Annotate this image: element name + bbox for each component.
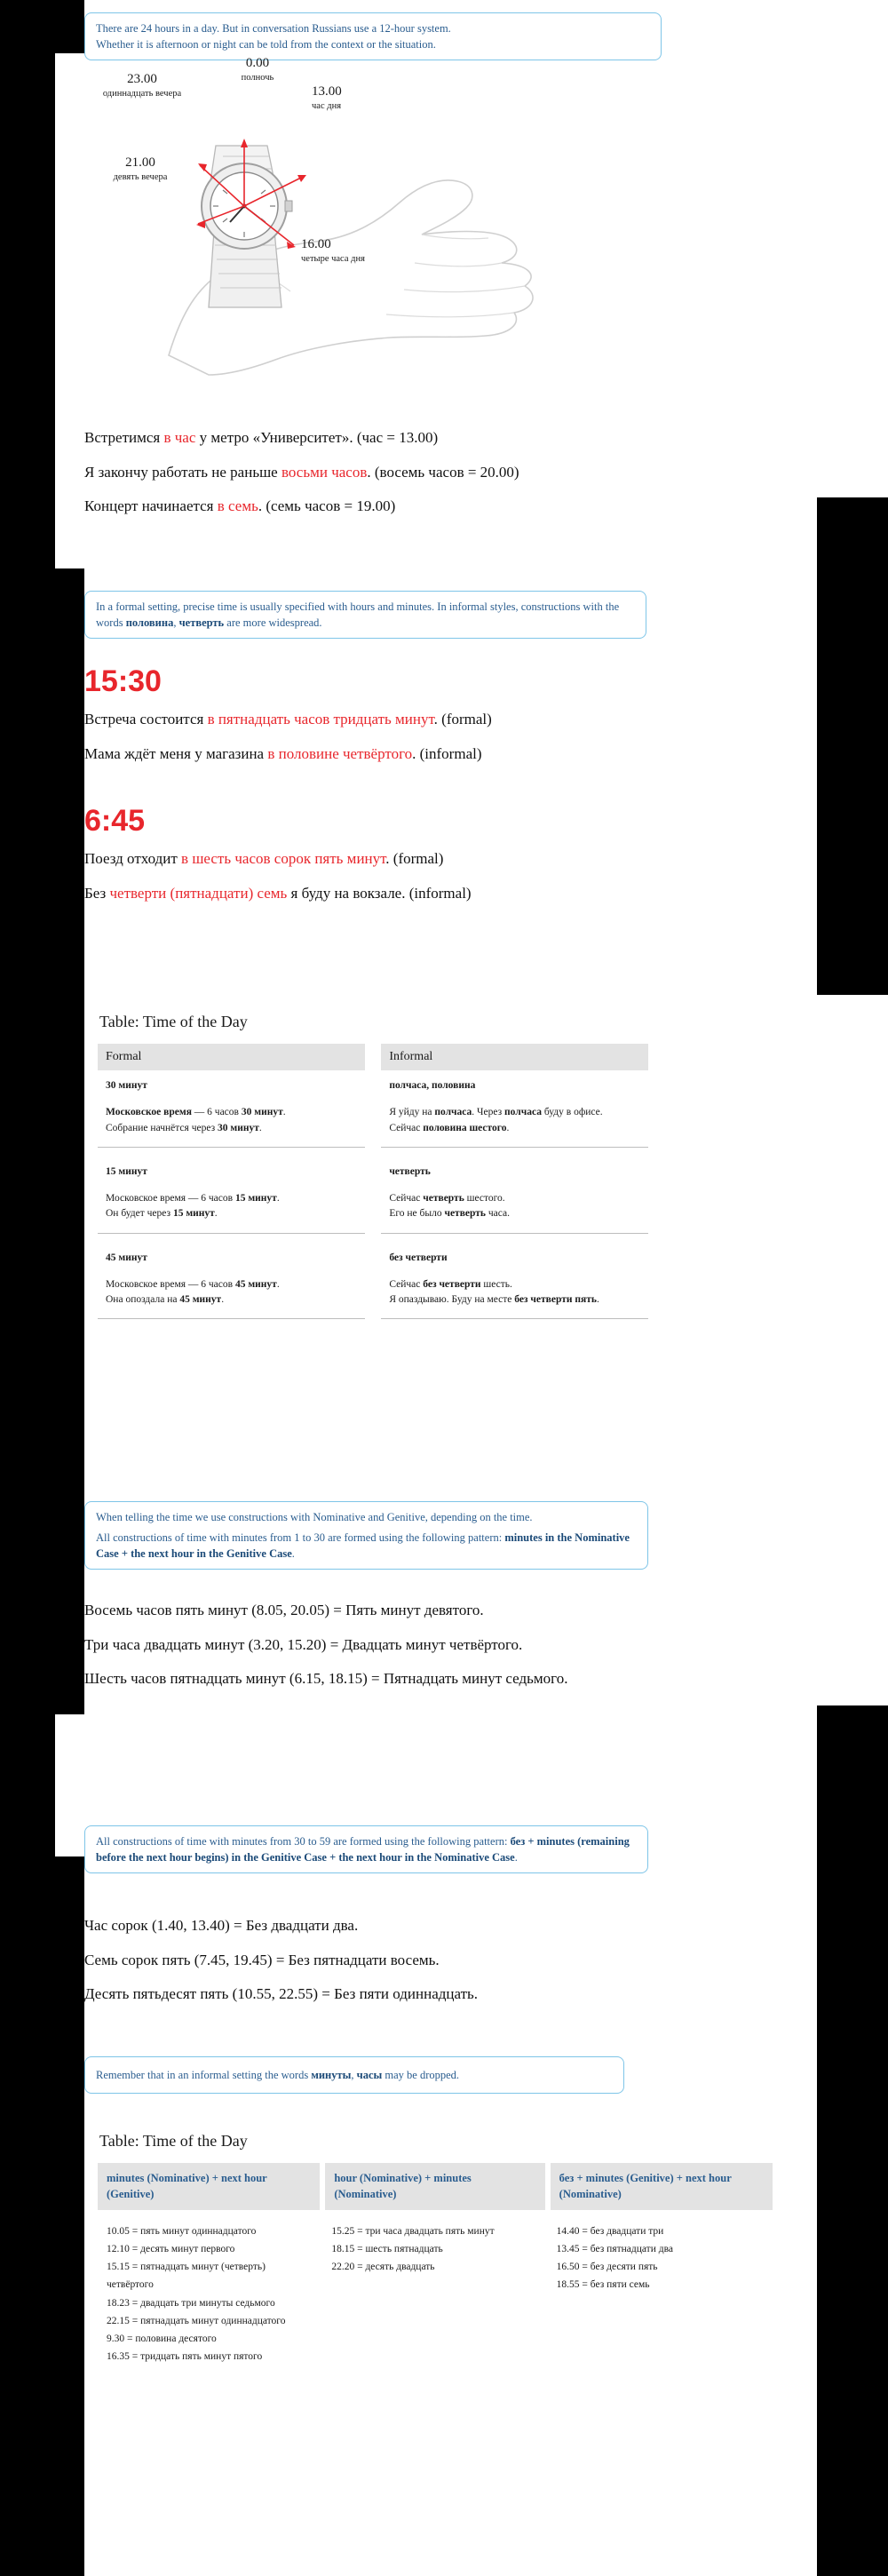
example-post: . (formal) — [385, 850, 444, 867]
list-item: 14.40 = без двадцати три — [556, 2226, 664, 2237]
watch-label-4-desc: четыре часа дня — [301, 253, 365, 264]
watch-label-4-time: 16.00 — [301, 237, 331, 251]
example-sentence — [84, 461, 724, 484]
example-post: . (formal) — [433, 711, 492, 727]
cell-column-2 — [322, 2210, 547, 2378]
formal-example-line: Он будет через 15 минут. — [106, 1208, 218, 1220]
table-header-informal: Informal — [381, 1044, 648, 1070]
example-pre: Мама ждёт меня у магазина — [84, 744, 268, 762]
watch-label-3 — [91, 155, 189, 183]
decorative-block-right-bottom — [817, 1705, 888, 2576]
table-row — [98, 1183, 648, 1233]
callout-line-c: are more widespread. — [224, 616, 322, 630]
callout-drop-post: may be dropped. — [382, 2069, 460, 2081]
watch-label-4 — [301, 236, 425, 265]
informal-example-line: Сейчас половина шестого. — [389, 1122, 510, 1133]
watch-label-3-time: 21.00 — [125, 155, 155, 170]
callout-ng-line1: When telling the time we use constructions with Nominative and Genitive, depending on the time. — [96, 1511, 533, 1523]
list-item: 18.15 = шесть пятнадцать — [331, 2244, 443, 2255]
callout-30-to-59 — [84, 1825, 648, 1873]
cell-informal-examples — [381, 1097, 648, 1147]
cell-gap — [365, 1243, 382, 1269]
cell-informal-examples — [381, 1183, 648, 1233]
table-title: Table: Time of the Day — [99, 2132, 248, 2150]
header-text: minutes (Nominative) + next hour (Genitive) — [107, 2172, 267, 2200]
example-sentence — [84, 708, 724, 731]
callout-24-hours — [84, 12, 662, 60]
cell-formal-examples — [98, 1183, 365, 1233]
callout-formal-informal-text — [96, 599, 635, 631]
table-time-of-day-2 — [98, 2132, 773, 2378]
list-item: 15.25 = три часа двадцать пять минут — [331, 2226, 495, 2237]
example-pre: Я закончу работать не раньше — [84, 463, 281, 481]
watch-label-0 — [218, 55, 297, 83]
cell-informal-lead: без четверти — [389, 1252, 448, 1263]
formal-example-line: Московское время — 6 часов 15 минут. — [106, 1193, 280, 1204]
example-sentence — [84, 426, 724, 449]
watch-svg — [84, 89, 653, 382]
cell-formal-lead: 30 минут — [106, 1080, 147, 1091]
callout-bold-polovina: половина — [125, 616, 174, 630]
list-item: 18.55 = без пяти семь — [556, 2279, 650, 2291]
list-item: 10.05 = пять минут одиннадцатого — [107, 2226, 257, 2237]
informal-example-line: Я уйду на полчаса. Через полчаса буду в офисе. — [389, 1107, 603, 1118]
watch-label-2-desc: час дня — [312, 100, 342, 111]
cell-informal-examples — [381, 1269, 648, 1319]
informal-example-line: Сейчас четверть шестого. — [389, 1193, 505, 1204]
table-row — [98, 1243, 648, 1269]
callout-drop-words — [84, 2056, 624, 2094]
example-post: . (восемь часов = 20.00) — [367, 463, 519, 481]
list-item: 9.30 = половина десятого — [107, 2333, 217, 2344]
table-row — [98, 1070, 648, 1097]
formal-informal-table — [98, 1044, 648, 1319]
cell-gap — [365, 1269, 382, 1319]
callout-ng-pre: All constructions of time with minutes from 1 to 30 are formed using the following pattern: — [96, 1531, 505, 1545]
callout-drop-text — [96, 2067, 613, 2083]
callout-3059-post: . — [514, 1851, 518, 1864]
example-post: . (informal) — [412, 744, 482, 762]
table-header-row — [98, 2163, 773, 2210]
example-sentence — [84, 847, 724, 871]
list-item: 12.10 = десять минут первого — [107, 2244, 235, 2255]
callout-drop-sep: , — [351, 2069, 357, 2081]
cell-formal-examples — [98, 1269, 365, 1319]
callout-nominative-genitive — [84, 1501, 648, 1570]
big-time-value: 15:30 — [84, 664, 162, 698]
example-pre: Поезд отходит — [84, 850, 182, 867]
informal-example-line: Его не было четверть часа. — [389, 1208, 510, 1220]
decorative-block-left-upper — [0, 53, 55, 568]
table-header-formal: Formal — [98, 1044, 365, 1070]
watch-label-1-desc: одиннадцать вечера — [102, 88, 182, 99]
example-highlight: в шесть часов сорок пять минут — [181, 850, 386, 867]
watch-label-2-time: 13.00 — [312, 84, 342, 99]
row-spacer — [98, 1147, 648, 1157]
cell-formal-lead: 45 минут — [106, 1252, 147, 1263]
cell-column-1 — [98, 2210, 322, 2378]
decorative-block-left-bottom — [0, 1856, 84, 2576]
formal-example-line: Она опоздала на 45 минут. — [106, 1294, 225, 1305]
example-highlight: в половине четвёртого — [267, 744, 413, 762]
watch-label-0-desc: полночь — [241, 72, 274, 83]
callout-line-a: In a formal setting, precise time is usually specified with hours and minutes. In informal — [96, 600, 488, 613]
header-text: без + minutes (Genitive) + next hour (Nominative) — [559, 2172, 732, 2200]
informal-example-line: Я опаздываю. Буду на месте без четверти пять. — [389, 1294, 599, 1305]
informal-example-line: Сейчас без четверти шесть. — [389, 1278, 512, 1290]
watch-label-3-desc: девять вечера — [113, 171, 168, 182]
callout-ng-post: . — [291, 1547, 295, 1561]
list-item: 22.20 = десять двадцать — [331, 2262, 435, 2273]
example-pre: Без — [84, 884, 110, 902]
example-pre: Встреча состоится — [84, 711, 208, 727]
time-block-1530 — [84, 664, 724, 776]
list-item: 15.15 = пятнадцать минут (четверть) четвёртого — [107, 2262, 266, 2291]
example-post: у метро «Университет». (час = 13.00) — [195, 429, 439, 446]
example-sentence: Восемь часов пять минут (8.05, 20.05) = Пять минут девятого. — [84, 1602, 484, 1618]
row-spacer — [98, 1233, 648, 1243]
example-sentence: Десять пятьдесят пять (10.55, 22.55) = Без пяти одиннадцать. — [84, 1985, 479, 2002]
example-sentence — [84, 743, 724, 766]
callout-drop-bold-minuty: минуты — [311, 2069, 352, 2081]
callout-24-hours-line1: There are 24 hours in a day. But in conversation Russians use a 12-hour system. — [96, 22, 451, 35]
callout-formal-informal — [84, 591, 646, 639]
example-sentence: Шесть часов пятнадцать минут (6.15, 18.15) = Пятнадцать минут седьмого. — [84, 1670, 568, 1687]
list-item: 18.23 = двадцать три минуты седьмого — [107, 2297, 275, 2309]
cell-informal-lead: полчаса, половина — [389, 1080, 476, 1091]
cell-formal-examples — [98, 1097, 365, 1147]
watch-label-0-time: 0.00 — [245, 56, 270, 70]
callout-ng-line2 — [96, 1530, 637, 1562]
example-post: я буду на вокзале. (informal) — [287, 884, 472, 902]
callout-sep: , — [173, 616, 179, 630]
formal-example-line: Московское время — 6 часов 30 минут. — [106, 1107, 286, 1118]
example-highlight: в час — [163, 429, 196, 446]
callout-ng-pattern: minutes in the Nominative Case + the next hour in the Genitive Case — [96, 1531, 630, 1561]
callout-24-hours-line2: Whether it is afternoon or night can be told from the context or the situation. — [96, 38, 436, 52]
decorative-block-right-mid — [817, 497, 888, 995]
list-item: 22.15 = пятнадцать минут одиннадцатого — [107, 2315, 286, 2326]
big-time-value: 6:45 — [84, 804, 146, 838]
watch-label-1-time: 23.00 — [127, 72, 157, 86]
callout-drop-bold-chasy: часы — [356, 2069, 383, 2081]
example-post: . (семь часов = 19.00) — [258, 497, 396, 514]
cell-gap — [365, 1183, 382, 1233]
table-header-bez-minutes — [548, 2163, 773, 2210]
example-sentence: Семь сорок пять (7.45, 19.45) = Без пятнадцати восемь. — [84, 1951, 440, 1968]
callout-3059-pre: All constructions of time with minutes from 30 to 59 are formed using the following pattern: — [96, 1835, 511, 1848]
table-header-gap — [365, 1044, 382, 1070]
header-text: hour (Nominative) + minutes (Nominative) — [334, 2172, 472, 2200]
watch-label-2 — [312, 83, 409, 112]
callout-drop-pre: Remember that in an informal setting the words — [96, 2069, 312, 2081]
list-item: 16.35 = тридцать пять минут пятого — [107, 2350, 263, 2362]
list-item: 13.45 = без пятнадцати два — [556, 2244, 673, 2255]
callout-bold-chetvert: четверть — [178, 616, 225, 630]
cell-gap — [365, 1097, 382, 1147]
example-sentence: Три часа двадцать минут (3.20, 15.20) = Двадцать минут четвёртого. — [84, 1635, 523, 1653]
example-sentence — [84, 882, 724, 905]
decorative-block-left-mid — [0, 568, 84, 1714]
table-row — [98, 1097, 648, 1147]
callout-3059-text — [96, 1833, 637, 1865]
example-pre: Концерт начинается — [84, 497, 218, 514]
callout-line-b: styles, constructions with the words — [96, 600, 620, 630]
example-highlight: четверти (пятнадцати) семь — [109, 884, 288, 902]
table-header-row — [98, 1044, 648, 1070]
formal-example-line: Собрание начнётся через 30 минут. — [106, 1122, 262, 1133]
cell-column-3 — [548, 2210, 773, 2378]
table-title: Table: Time of the Day — [99, 1013, 248, 1030]
watch-label-1 — [95, 71, 189, 99]
cell-informal-lead: четверть — [389, 1165, 431, 1177]
time-block-645 — [84, 804, 724, 916]
table-row — [98, 1269, 648, 1319]
patterns-table — [98, 2163, 773, 2378]
cell-gap — [365, 1070, 382, 1097]
example-pre: Встретимся — [84, 429, 164, 446]
cell-gap — [365, 1157, 382, 1183]
table-row — [98, 1157, 648, 1183]
example-highlight: в пятнадцать часов тридцать минут — [207, 711, 434, 727]
table-header-nominative-genitive — [98, 2163, 322, 2210]
formal-example-line: Московское время — 6 часов 45 минут. — [106, 1278, 280, 1290]
callout-3059-pattern: без + minutes (remaining before the next hour begins) in the Genitive Case + the next hour in the Nominative Case — [96, 1835, 630, 1864]
example-sentence — [84, 495, 724, 518]
table-time-of-day-1 — [98, 1013, 648, 1319]
examples-group-2 — [84, 1599, 724, 1702]
cell-formal-lead: 15 минут — [106, 1165, 147, 1177]
example-highlight: восьми часов — [281, 463, 368, 481]
examples-group-1 — [84, 426, 724, 529]
table-row — [98, 2210, 773, 2378]
decorative-block-left-lower — [0, 1714, 55, 1856]
example-sentence: Час сорок (1.40, 13.40) = Без двадцати два. — [84, 1917, 359, 1934]
example-highlight: в семь — [217, 497, 258, 514]
decorative-block-left-top — [0, 0, 84, 53]
table-header-hour-minutes — [322, 2163, 547, 2210]
examples-group-3 — [84, 1914, 724, 2017]
list-item: 16.50 = без десяти пять — [556, 2262, 658, 2273]
watch-illustration — [84, 56, 653, 382]
